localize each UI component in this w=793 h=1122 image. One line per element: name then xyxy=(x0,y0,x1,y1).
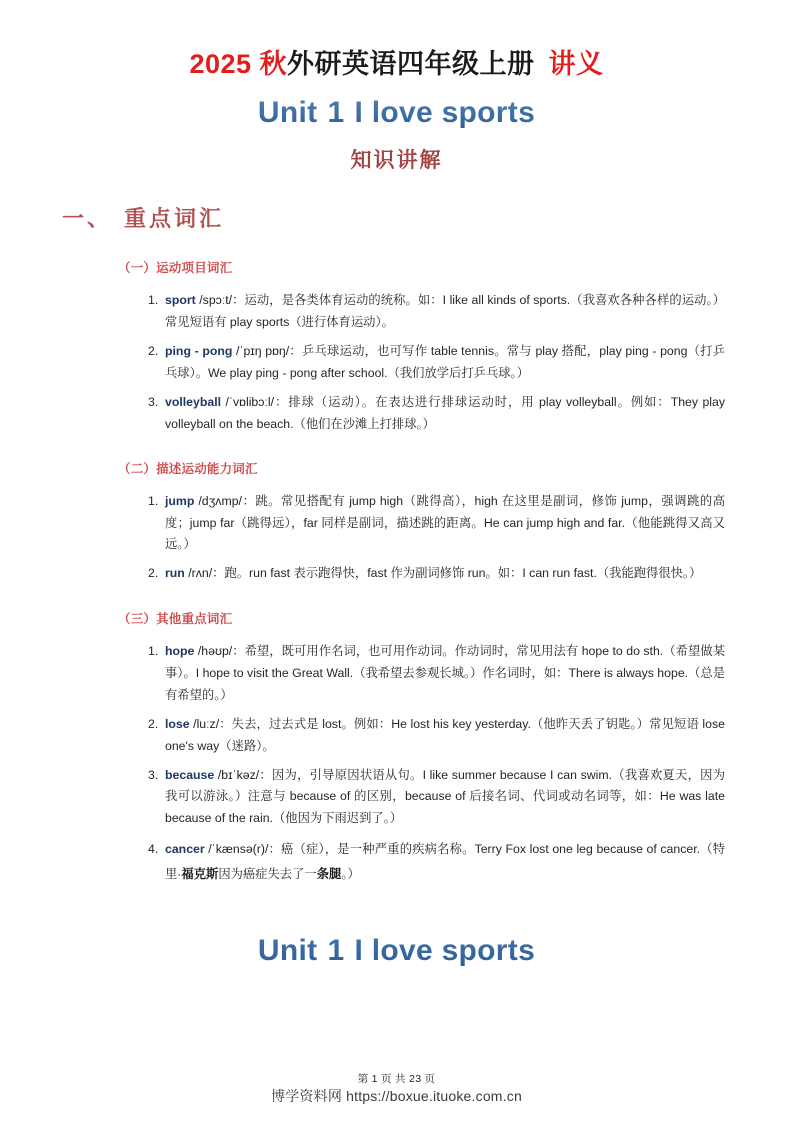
vocab-entry xyxy=(148,714,793,758)
vocab-explanation: ：跳。常见搭配有 jump high（跳得高），high 在这里是副词，修饰 jump，强调跳的高度；jump far（跳得远），far 同样是副词，描述跳的距离。He can jump high and far.（他能跳得又高又远。） xyxy=(165,493,725,552)
unit-heading-top-number: 1 xyxy=(327,96,345,130)
vocab-ipa: /ˈkænsə(r)/ xyxy=(208,842,269,857)
vocab-explanation: ：因为，引导原因状语从句。I like summer because I can swim.（我喜欢夏天，因为我可以游泳。）注意与 because of 的区别，because of 后接名词、代词或动名词等，如：He was late because of the rain.（他因为下雨迟到了。） xyxy=(165,767,725,826)
vocab-entry-index: 1. xyxy=(148,493,159,508)
page-number-footer: 第 1 页 共 23 页 xyxy=(357,1073,436,1085)
unit-heading-bottom-word: Unit xyxy=(257,934,318,968)
section-number: 一、 xyxy=(62,206,113,232)
vocab-explanation: ：排球（运动）。在表达进行排球运动时，用 play volleyball。例如：They play volleyball on the beach.（他们在沙滩上打排球。） xyxy=(165,394,726,431)
vocab-word: ping - pong xyxy=(165,344,233,359)
unit-heading-top-rest: I love sports xyxy=(354,96,536,130)
vocab-entry-index: 1. xyxy=(148,293,159,308)
vocab-entry-index: 1. xyxy=(148,644,159,659)
vocab-entry xyxy=(148,641,793,707)
vocab-explanation: ：希望，既可用作名词，也可用作动词。作动词时，常见用法有 hope to do sth.（希望做某事）。I hope to visit the Great Wall.（我希望去参观长城。）作名词时，如：There is always hope.（总是有希望的。） xyxy=(165,644,725,702)
vocab-explanation-cont: 因为癌症失去了一 xyxy=(218,866,317,881)
vocab-ipa: /dʒʌmp/ xyxy=(198,493,242,508)
vocab-entry-index: 2. xyxy=(148,716,159,731)
document-title xyxy=(0,0,793,80)
unit-heading-top-word: Unit xyxy=(257,96,318,130)
vocab-explanation: ：乒乓球运动，也可写作 table tennis。常与 play 搭配，play ping - pong（打乒乓球）。We play ping - pong after school.（我们放学后打乒乓球。） xyxy=(165,344,725,381)
vocab-entry-index: 4. xyxy=(148,842,159,857)
vocab-explanation-emphasis: 条腿 xyxy=(316,866,342,881)
vocab-ipa: /ˈvɒlibɔːl/ xyxy=(225,394,274,409)
vocab-entry xyxy=(148,765,793,831)
vocab-entry-index: 3. xyxy=(148,767,159,782)
vocab-list-sports-items xyxy=(0,276,793,435)
vocab-entry-index: 2. xyxy=(148,344,159,359)
vocab-word: volleyball xyxy=(165,394,222,409)
vocab-entry xyxy=(148,341,793,385)
vocab-word: jump xyxy=(165,493,195,508)
knowledge-explanation-heading: 知识讲解 xyxy=(350,148,443,173)
vocab-word: lose xyxy=(165,716,190,731)
title-year: 2025 秋 xyxy=(189,49,288,79)
site-watermark: 博学资料网 https://boxue.ituoke.com.cn xyxy=(271,1088,522,1104)
vocab-ipa: /həʊp/ xyxy=(197,644,233,659)
vocab-entry xyxy=(148,290,793,334)
vocab-ipa: /spɔːt/ xyxy=(199,293,233,308)
vocab-explanation: ：运动，是各类体育运动的统称。如：I like all kinds of sports.（我喜欢各种各样的运动。）常见短语有 play sports（进行体育运动）。 xyxy=(165,293,725,330)
vocab-explanation: ：癌（症），是一种严重的疾病名称。Terry Fox lost one leg because of cancer.（特里· xyxy=(165,842,726,881)
section-title: 重点词汇 xyxy=(124,206,225,232)
unit-heading-bottom-number: 1 xyxy=(327,934,345,968)
subsection-heading-sports-items: （一）运动项目词汇 xyxy=(118,261,233,276)
subsection-heading-other-key-words: （三）其他重点词汇 xyxy=(118,612,233,627)
vocab-word: because xyxy=(165,767,215,782)
unit-heading-bottom-rest: I love sports xyxy=(354,934,536,968)
vocab-entry xyxy=(148,392,793,436)
unit-heading-top xyxy=(0,80,793,130)
vocab-explanation: ：跑。run fast 表示跑得快，fast 作为副词修饰 run。如：I can run fast.（我能跑得很快。） xyxy=(212,566,702,581)
vocab-word: hope xyxy=(165,644,195,659)
vocab-explanation-emphasis: 福克斯 xyxy=(181,866,219,881)
vocab-word: cancer xyxy=(165,842,205,857)
section-heading-key-vocabulary xyxy=(0,174,793,233)
vocab-entry-index: 2. xyxy=(148,566,159,581)
vocab-ipa: /ˈpɪŋ pɒŋ/ xyxy=(236,344,290,359)
vocab-word: sport xyxy=(165,293,196,308)
vocab-ipa: /bɪˈkəz/ xyxy=(217,767,260,782)
unit-heading-bottom xyxy=(0,886,793,968)
vocab-entry-index: 3. xyxy=(148,394,159,409)
vocab-word: run xyxy=(165,566,185,581)
vocab-entry xyxy=(148,491,793,557)
vocab-list-ability-words xyxy=(0,477,793,586)
vocab-ipa: /rʌn/ xyxy=(188,566,213,581)
vocab-entry xyxy=(148,837,793,886)
vocab-explanation-end: 。） xyxy=(341,866,360,881)
vocab-list-other-key-words xyxy=(0,627,793,886)
title-tag: 讲义 xyxy=(548,49,604,79)
subsection-heading-ability-words: （二）描述运动能力词汇 xyxy=(118,461,258,476)
vocab-entry xyxy=(148,563,793,585)
vocab-explanation: ：失去，过去式是 lost。例如：He lost his key yesterday.（他昨天丢了钥匙。）常见短语 lose one's way（迷路）。 xyxy=(165,716,725,753)
title-main: 外研英语四年级上册 xyxy=(287,49,535,79)
vocab-ipa: /luːz/ xyxy=(193,716,220,731)
